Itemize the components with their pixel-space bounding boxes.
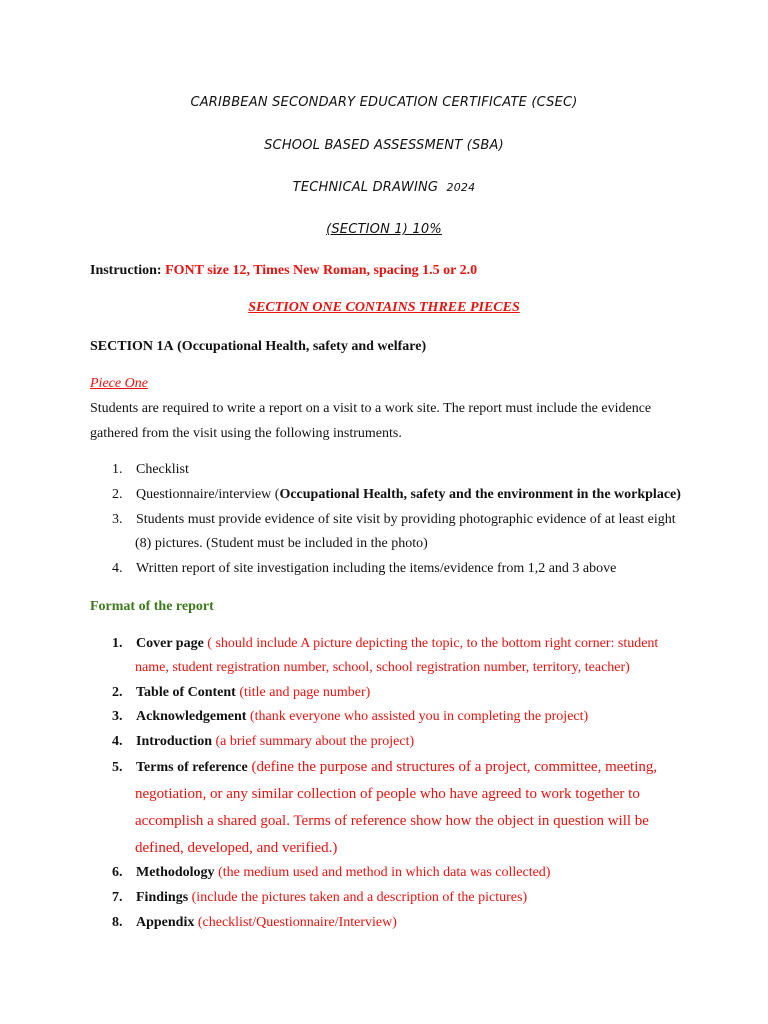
format-item-number: 8. <box>112 915 123 930</box>
heading-subject: TECHNICAL DRAWING <box>292 180 439 195</box>
format-item-desc: (title and page number) <box>235 685 371 700</box>
list-item-text: Students must provide evidence of site visit by providing photographic evidence of at least eight <box>136 512 676 527</box>
format-item-desc: (define the purpose and structures of a project, committee, meeting, <box>247 759 658 775</box>
format-item-continuation: name, student registration number, school, school registration number, territory, teacher) <box>135 660 630 675</box>
format-item-desc: (checklist/Questionnaire/Interview) <box>194 915 397 930</box>
format-item-desc: (a brief summary about the project) <box>211 734 415 749</box>
list-item-text: Checklist <box>136 462 189 477</box>
format-item-label: Appendix <box>136 915 195 930</box>
format-item-number: 3. <box>112 709 123 724</box>
format-item-desc: (the medium used and method in which data was collected) <box>214 865 551 880</box>
list-item-number: 2. <box>112 487 123 502</box>
heading-sba: SCHOOL BASED ASSESSMENT (SBA) <box>264 138 504 153</box>
format-item-label: Findings <box>136 890 189 905</box>
format-item-continuation: accomplish a shared goal. Terms of reference show how the object in question will be <box>135 813 649 829</box>
format-item-continuation: negotiation, or any similar collection of people who have agreed to work together to <box>135 786 640 802</box>
list-item-text: Written report of site investigation including the items/evidence from 1,2 and 3 above <box>136 561 617 576</box>
heading-technical-drawing <box>0 180 768 195</box>
list-item <box>112 511 676 529</box>
format-item-desc: ( should include A picture depicting the topic, to the bottom right corner: student <box>203 636 659 651</box>
format-item <box>112 758 657 777</box>
list-item-continuation: (8) pictures. (Student must be included in the photo) <box>135 536 428 551</box>
format-item-label: Introduction <box>136 734 212 749</box>
piece-one-title: Piece One <box>90 376 148 391</box>
piece-one-paragraph-line1: Students are required to write a report on a visit to a work site. The report must include the evidence <box>90 401 652 416</box>
format-item <box>112 914 397 932</box>
format-item-label: Methodology <box>136 865 215 880</box>
list-item <box>112 560 616 578</box>
format-item <box>112 708 588 726</box>
format-title: Format of the report <box>90 599 214 614</box>
format-item <box>112 864 550 882</box>
instruction-text: FONT size 12, Times New Roman, spacing 1.5 or 2.0 <box>165 263 478 278</box>
section-1a-label: SECTION 1A <box>90 339 174 354</box>
format-item-label: Table of Content <box>136 685 236 700</box>
format-item-number: 7. <box>112 890 123 905</box>
format-item <box>112 635 658 653</box>
format-item <box>112 684 370 702</box>
format-item-number: 5. <box>112 760 123 775</box>
format-item-continuation: defined, developed, and verified.) <box>135 840 338 856</box>
list-item <box>112 461 189 479</box>
list-item-number: 3. <box>112 512 123 527</box>
heading-csec: CARIBBEAN SECONDARY EDUCATION CERTIFICATE (CSEC) <box>190 95 578 110</box>
format-item-desc: (include the pictures taken and a description of the pictures) <box>188 890 528 905</box>
format-item-label: Cover page <box>136 636 204 651</box>
section-1a-heading <box>90 338 426 356</box>
format-item <box>112 733 414 751</box>
list-item-number: 1. <box>112 462 123 477</box>
piece-one-paragraph-line2: gathered from the visit using the following instruments. <box>90 426 402 441</box>
format-item-number: 4. <box>112 734 123 749</box>
heading-year: 2024 <box>446 181 476 194</box>
format-item-desc: (thank everyone who assisted you in completing the project) <box>246 709 589 724</box>
section-1a-text: (Occupational Health, safety and welfare) <box>177 339 427 354</box>
format-item-label: Terms of reference <box>136 760 248 775</box>
format-item-number: 6. <box>112 865 123 880</box>
format-item-number: 1. <box>112 636 123 651</box>
list-item <box>112 486 681 504</box>
format-item <box>112 889 527 907</box>
heading-section-weight: (SECTION 1) 10% <box>326 222 442 237</box>
format-item-label: Acknowledgement <box>136 709 247 724</box>
format-item-number: 2. <box>112 685 123 700</box>
instruction-label: Instruction: <box>90 263 162 278</box>
list-item-bold-text: Occupational Health, safety and the environment in the workplace) <box>279 487 681 502</box>
instruction-line <box>90 262 477 280</box>
list-item-text: Questionnaire/interview ( <box>136 487 280 502</box>
section-one-title <box>0 300 768 316</box>
section-one-title-text: SECTION ONE CONTAINS THREE PIECES <box>248 300 520 315</box>
list-item-number: 4. <box>112 561 123 576</box>
